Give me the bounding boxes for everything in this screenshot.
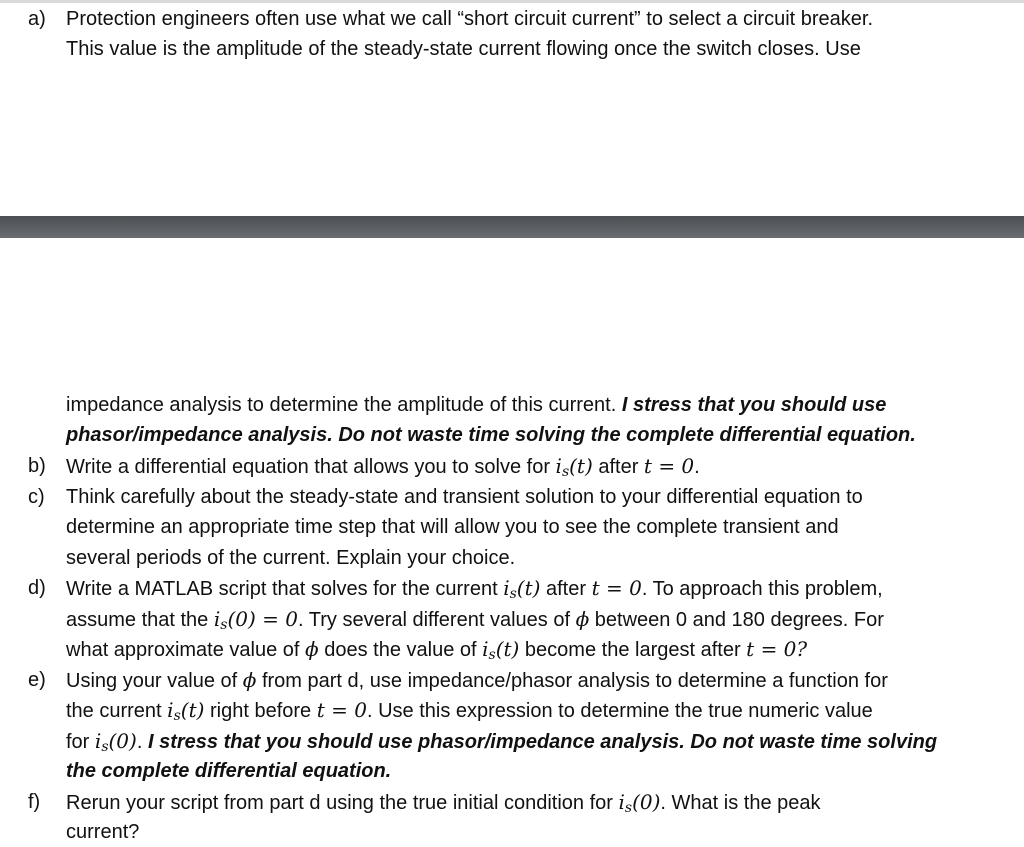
part-c-label: c) (28, 486, 45, 508)
top-rule (0, 0, 1024, 3)
math-is-t: $i_s(t)$ (555, 454, 593, 480)
math-is-t: $i_s(t)$ (503, 576, 541, 602)
math-is-0: $i_s(0)$ (94, 729, 137, 755)
math-is-t: $i_s(t)$ (167, 698, 205, 724)
part-a-label: a) (28, 8, 46, 30)
math-phi: ϕ (305, 637, 319, 661)
part-a-emphasis: I stress that you should use (621, 394, 887, 416)
math-t-eq-0-question: t = 0? (746, 637, 808, 661)
math-is-0: $i_s(0) = 0$ (213, 607, 299, 633)
math-t-eq-0: t = 0 (316, 698, 367, 722)
math-t-eq-0: t = 0 (643, 454, 695, 478)
part-b-label: b) (28, 455, 46, 477)
part-e-label: e) (28, 669, 46, 691)
math-phi: ϕ (575, 607, 590, 631)
math-phi: ϕ (242, 668, 257, 692)
math-is-0: $i_s(0)$ (618, 790, 661, 816)
part-e-emphasis: I stress that you should use phasor/impedance analysis. Do not waste time solving (147, 731, 938, 753)
math-is-t: $i_s(t)$ (482, 637, 520, 663)
page-divider (0, 216, 1024, 238)
part-d-label: d) (28, 577, 46, 599)
math-t-eq-0: t = 0 (591, 576, 642, 600)
part-f-label: f) (28, 791, 41, 813)
